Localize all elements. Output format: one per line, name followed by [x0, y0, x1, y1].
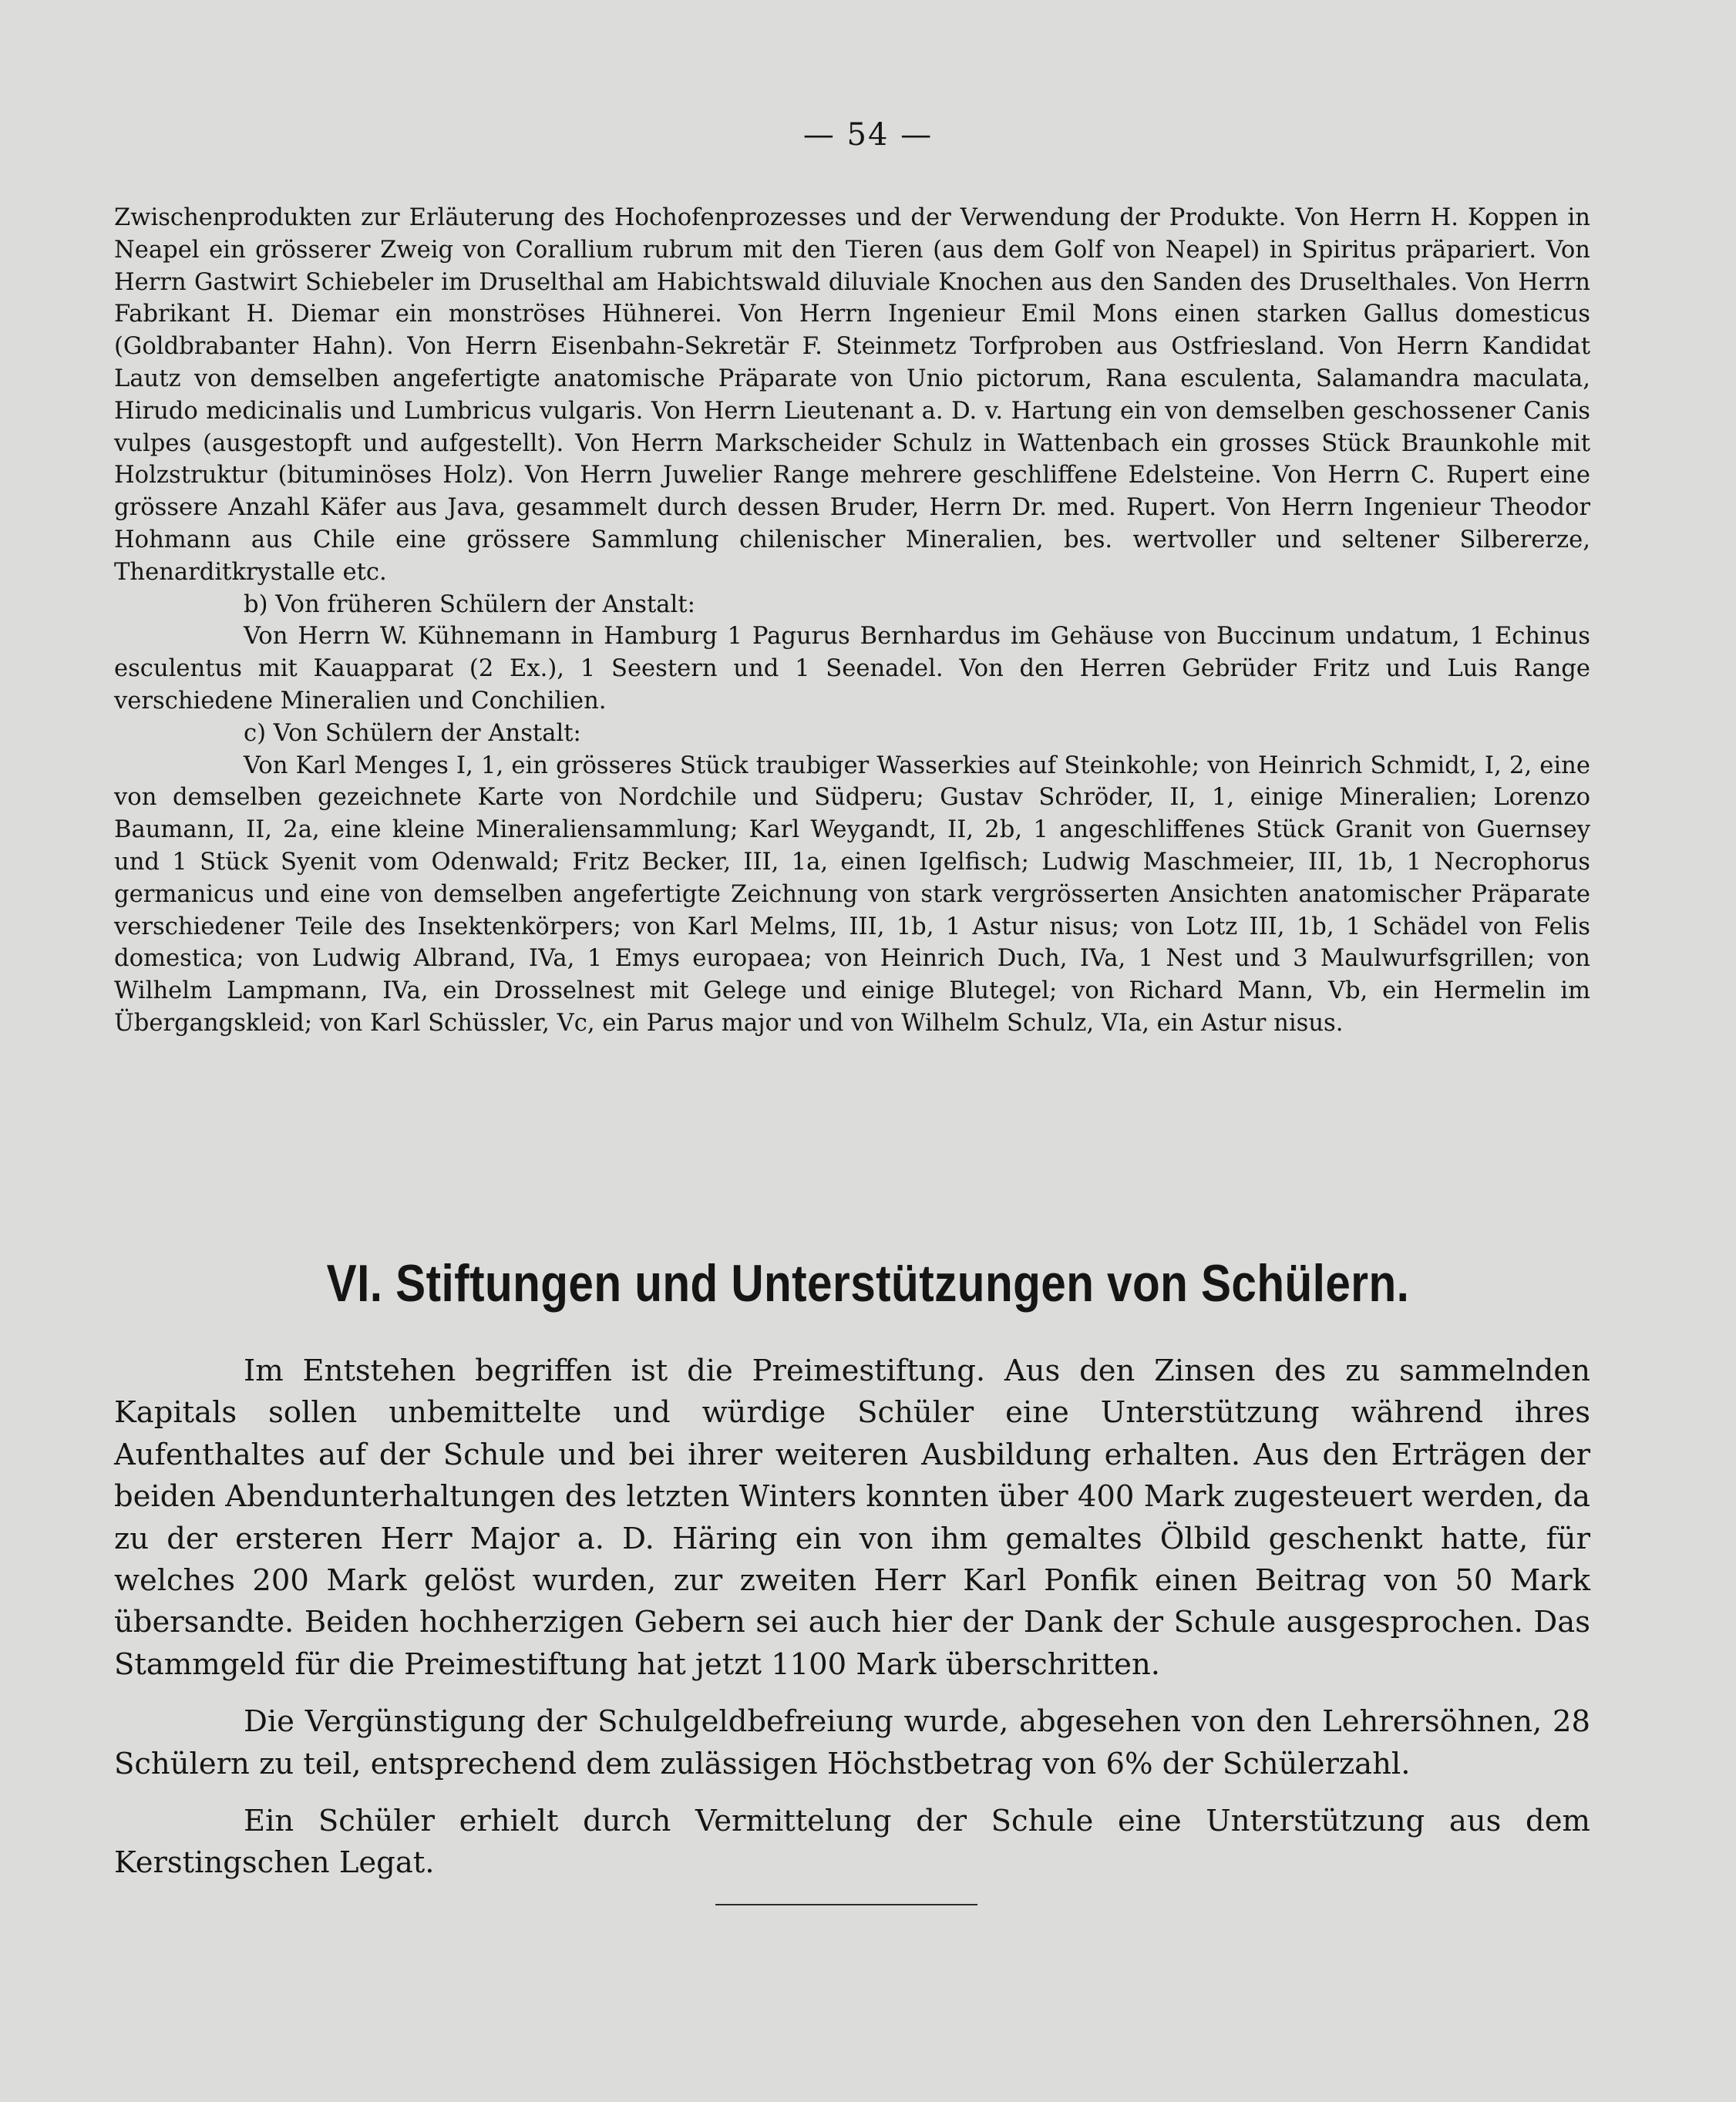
section-vi-paragraph-1: Im Entstehen begriffen ist die Preimestiftung. Aus den Zinsen des zu sammelnden Kapitals sollen unbemittelte und würdige Schüler eine Unterstützung während ihres Aufenthaltes auf der Schule und bei ihrer weiteren Ausbildung erhalten. Aus den Erträgen der beiden Abendunterhaltungen des letzten Winters konnten über 400 Mark zugesteuert werden, da zu der ersteren Herr Major a. D. Häring ein von ihm gemaltes Ölbild geschenkt hatte, für welches 200 Mark gelöst wurden, zur zweiten Herr Karl Ponfik einen Beitrag von 50 Mark übersandte. Beiden hochherzigen Gebern sei auch hier der Dank der Schule ausgesprochen. Das Stammgeld für die Preimestiftung hat jetzt 1100 Mark überschritten.: [114, 1354, 1590, 1682]
page-number: — 54 —: [802, 117, 934, 153]
section-vi-paragraph-2: Die Vergünstigung der Schulgeldbefreiung wurde, abgesehen von den Lehrersöhnen, 28 Schülern zu teil, entsprechend dem zulässigen Höchstbetrag von 6% der Schülerzahl.: [114, 1704, 1590, 1781]
footer-divider: [715, 1904, 977, 1905]
section-c-text: Von Karl Menges I, 1, ein grösseres Stück traubiger Wasserkies auf Steinkohle; von Heinrich Schmidt, I, 2, eine von demselben gezeichnete Karte von Nordchile und Südperu; Gustav Schröder, II, 1, einige Mineralien; Lorenzo Baumann, II, 2a, eine kleine Mineraliensammlung; Karl Weygandt, II, 2b, 1 angeschliffenes Stück Granit von Guernsey und 1 Stück Syenit vom Odenwald; Fritz Becker, III, 1a, einen Igelfisch; Ludwig Maschmeier, III, 1b, 1 Necrophorus germanicus und eine von demselben angefertigte Zeichnung von stark vergrösserten Ansichten anatomischer Präparate verschiedener Teile des Insektenkörpers; von Karl Melms, III, 1b, 1 Astur nisus; von Lotz III, 1b, 1 Schädel von Felis domestica; von Ludwig Albrand, IVa, 1 Emys europaea; von Heinrich Duch, IVa, 1 Nest und 3 Maulwurfsgrillen; von Wilhelm Lampmann, IVa, ein Drosselnest mit Gelege und einige Blutegel; von Richard Mann, Vb, ein Hermelin im Übergangskleid; von Karl Schüssler, Vc, ein Parus major und von Wilhelm Schulz, VIa, ein Astur nisus.: [114, 752, 1590, 1037]
section-vi-heading: VI. Stiftungen und Unterstützungen von Schülern.: [326, 1254, 1410, 1313]
donations-section: [114, 202, 1590, 1040]
section-b-text: Von Herrn W. Kühnemann in Hamburg 1 Pagurus Bernhardus im Gehäuse von Buccinum undatum, 1 Echinus esculentus mit Kauapparat (2 Ex.), 1 Seestern und 1 Seenadel. Von den Herren Gebrüder Fritz und Luis Range verschiedene Mineralien und Conchilien.: [114, 623, 1590, 715]
section-vi-body: [114, 1350, 1590, 1885]
section-b-heading: b) Von früheren Schülern der Anstalt:: [244, 590, 695, 618]
section-c-heading: c) Von Schülern der Anstalt:: [244, 719, 581, 747]
intro-paragraph: Zwischenprodukten zur Erläuterung des Hochofenprozesses und der Verwendung der Produkte. Von Herrn H. Koppen in Neapel ein grösserer Zweig von Corallium rubrum mit den Tieren (aus dem Golf von Neapel) in Spiritus präpariert. Von Herrn Gastwirt Schiebeler im Druselthal am Habichtswald diluviale Knochen aus den Sanden des Druselthales. Von Herrn Fabrikant H. Diemar ein monströses Hühnerei. Von Herrn Ingenieur Emil Mons einen starken Gallus domesticus (Goldbrabanter Hahn). Von Herrn Eisenbahn-Sekretär F. Steinmetz Torfproben aus Ostfriesland. Von Herrn Kandidat Lautz von demselben angefertigte anatomische Präparate von Unio pictorum, Rana esculenta, Salamandra maculata, Hirudo medicinalis und Lumbricus vulgaris. Von Herrn Lieutenant a. D. v. Hartung ein von demselben geschossener Canis vulpes (ausgestopft und aufgestellt). Von Herrn Markscheider Schulz in Wattenbach ein grosses Stück Braunkohle mit Holzstruktur (bituminöses Holz). Von Herrn Juwelier Range mehrere geschliffene Edelsteine. Von Herrn C. Rupert eine grössere Anzahl Käfer aus Java, gesammelt durch dessen Bruder, Herrn Dr. med. Rupert. Von Herrn Ingenieur Theodor Hohmann aus Chile eine grössere Sammlung chilenischer Mineralien, bes. wertvoller und seltener Silbererze, Thenarditkrystalle etc.: [114, 204, 1590, 586]
section-vi-paragraph-3: Ein Schüler erhielt durch Vermittelung der Schule eine Unterstützung aus dem Kerstingschen Legat.: [114, 1804, 1590, 1881]
